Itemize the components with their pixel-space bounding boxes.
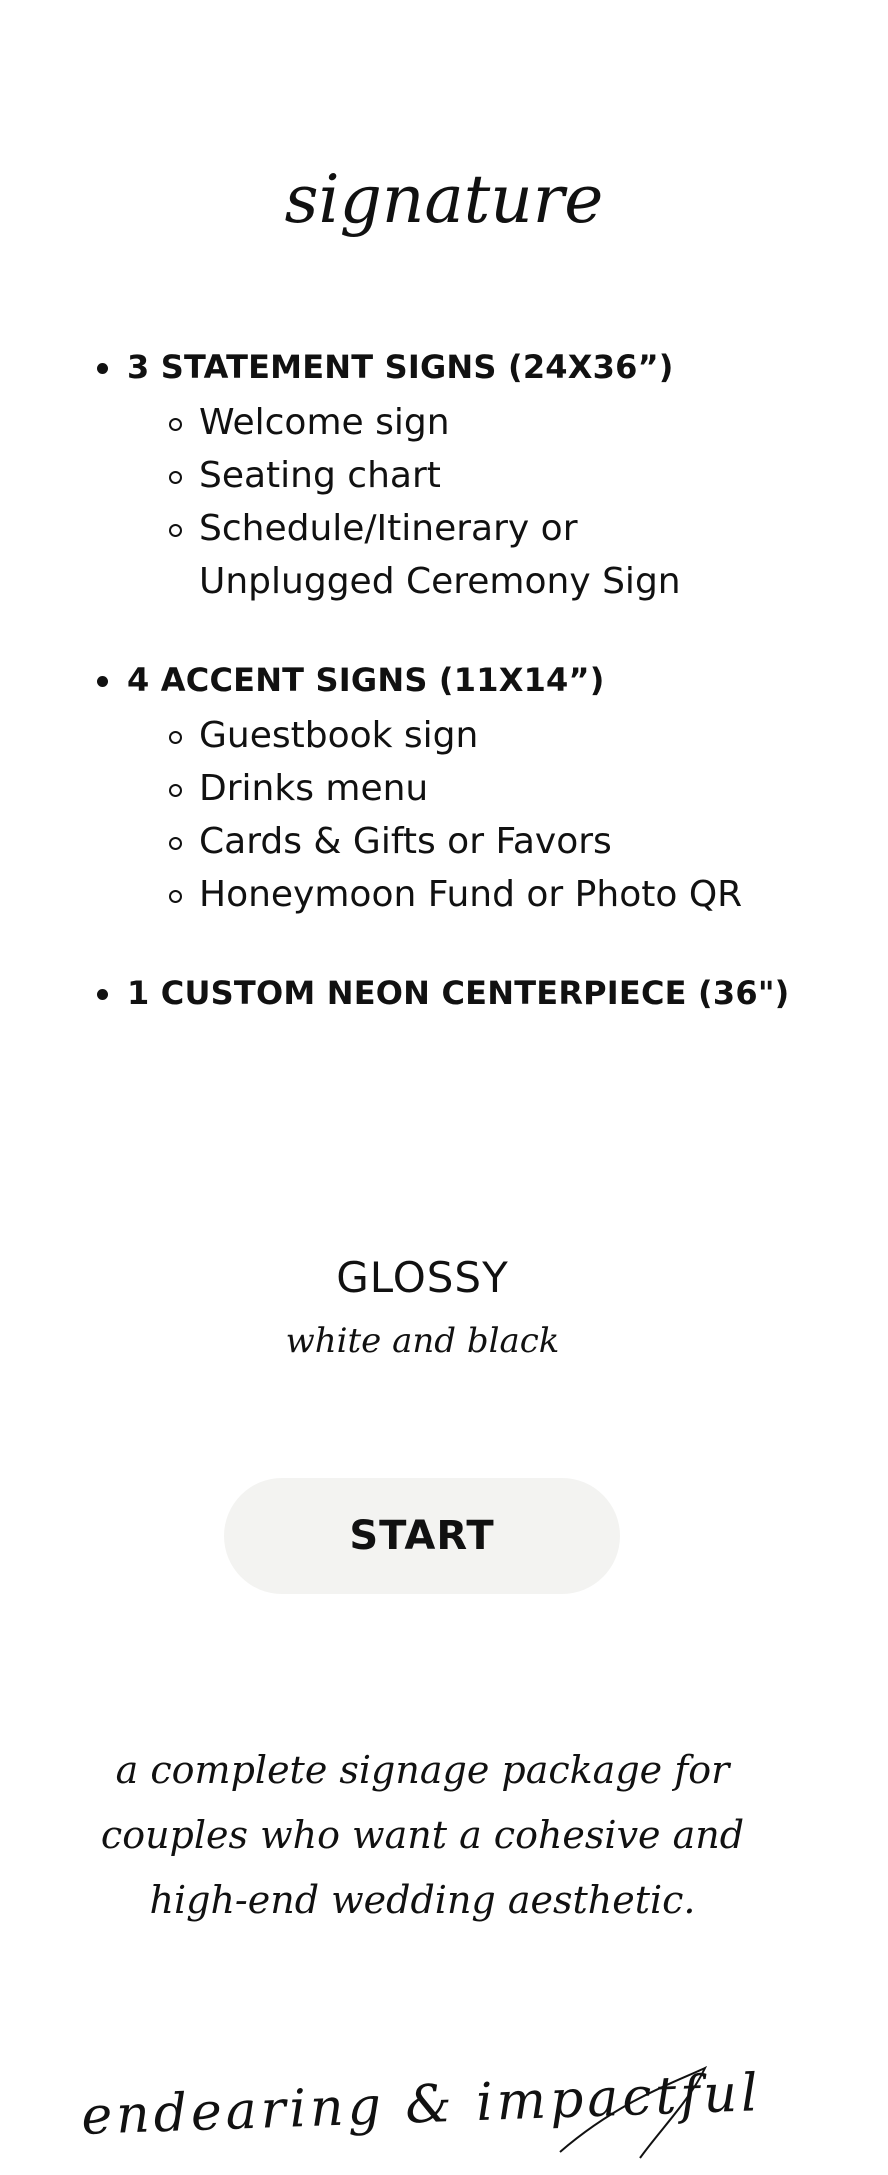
package-heading <box>95 657 855 703</box>
list-item: Welcome sign <box>199 396 855 449</box>
circle-bullet-icon <box>169 784 182 797</box>
circle-bullet-icon <box>169 418 182 431</box>
package-accent-signs <box>95 657 855 921</box>
signature-script <box>0 2060 845 2160</box>
circle-bullet-icon <box>169 524 182 537</box>
tagline-line: couples who want a cohesive and <box>100 1813 745 1857</box>
package-neon-centerpiece <box>95 970 855 1016</box>
bullet-icon <box>97 989 108 1000</box>
tagline-line: high-end wedding aesthetic. <box>149 1878 696 1922</box>
signature-text: endearing & impactful <box>80 2063 763 2147</box>
list-item-continuation: Unplugged Ceremony Sign <box>199 561 681 602</box>
package-heading <box>95 970 855 1016</box>
package-heading-text: 1 CUSTOM NEON CENTERPIECE (36") <box>127 974 790 1012</box>
circle-bullet-icon <box>169 731 182 744</box>
list-item: Guestbook sign <box>199 709 855 762</box>
list-item: Cards & Gifts or Favors <box>199 815 855 868</box>
bullet-icon <box>97 363 108 374</box>
circle-bullet-icon <box>169 890 182 903</box>
circle-bullet-icon <box>169 471 182 484</box>
start-button[interactable]: START <box>224 1478 620 1594</box>
tagline-line: a complete signage package for <box>115 1748 730 1792</box>
package-item-list <box>95 709 855 921</box>
tagline <box>0 1738 845 1933</box>
list-item: Schedule/Itinerary or <box>199 502 855 555</box>
list-item: Honeymoon Fund or Photo QR <box>199 868 855 921</box>
list-item: Drinks menu <box>199 762 855 815</box>
bullet-icon <box>97 676 108 687</box>
list-item: Seating chart <box>199 449 855 502</box>
package-item-list <box>95 396 855 608</box>
finish-description: white and black <box>285 1321 560 1361</box>
circle-bullet-icon <box>169 837 182 850</box>
page-title: signature <box>284 161 604 238</box>
package-heading-text: 4 ACCENT SIGNS (11X14”) <box>127 661 605 699</box>
finish-name: GLOSSY <box>336 1253 509 1302</box>
package-heading <box>95 344 855 390</box>
package-statement-signs <box>95 344 855 608</box>
package-heading-text: 3 STATEMENT SIGNS (24X36”) <box>127 348 674 386</box>
